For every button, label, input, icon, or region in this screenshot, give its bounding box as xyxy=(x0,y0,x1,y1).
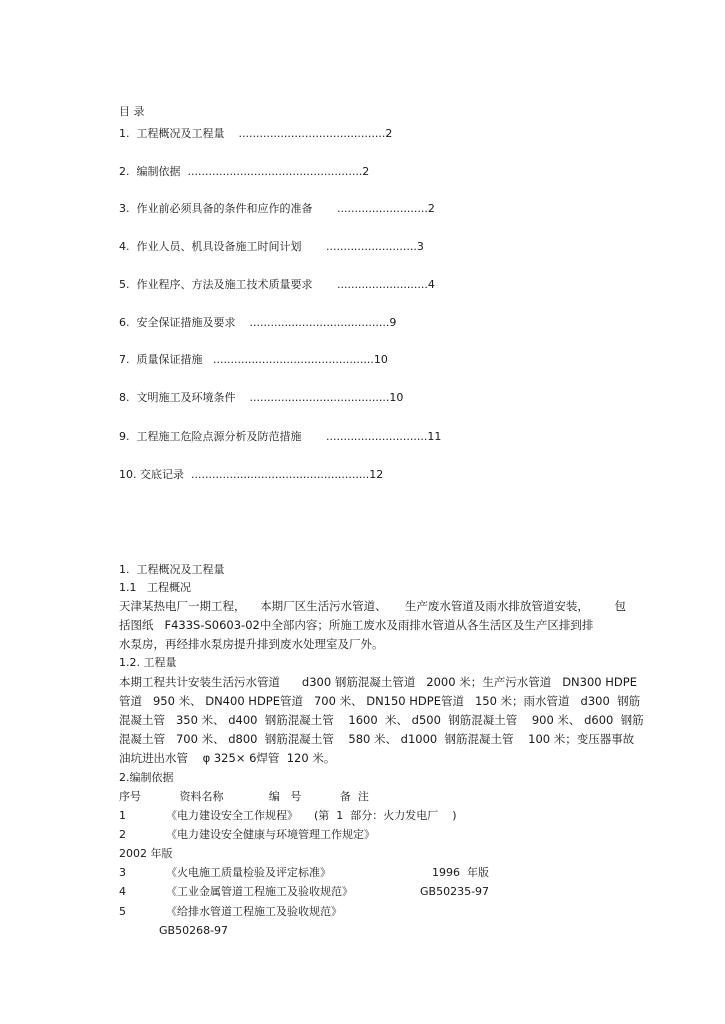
reference-row-no: 2 xyxy=(119,828,126,841)
reference-row-continuation: 2002 年版 xyxy=(119,847,173,860)
toc-title: 目 录 xyxy=(119,105,145,118)
paragraph-line: 混凝土管 700 米、 d800 钢筋混凝土管 580 米、 d1000 钢筋混凝土管 100 米；变压器事故 xyxy=(119,732,635,746)
reference-row-no: 5 xyxy=(119,905,126,918)
reference-table-header: 序号 资料名称 编 号 备 注 xyxy=(119,790,369,803)
toc-item-3: 3. 作业前必须具备的条件和应作的准备 ..........................2 xyxy=(119,202,435,215)
reference-row-name: 《电力建设安全工作规程》 xyxy=(166,809,298,822)
toc-item-2: 2. 编制依据 ..................................................2 xyxy=(119,165,370,178)
reference-row-no: 3 xyxy=(119,866,126,879)
paragraph-line: 括图纸 F433S-S0603-02中全部内容；所施工废水及雨排水管道从各生活区及生产区排到排 xyxy=(119,618,594,632)
toc-item-6: 6. 安全保证措施及要求 ........................................9 xyxy=(119,316,397,329)
paragraph-line: 水泵房，再经排水泵房提升排到废水处理室及厂外。 xyxy=(119,637,384,651)
section-2-heading: 2.编制依据 xyxy=(119,771,174,784)
reference-row-continuation: GB50268-97 xyxy=(159,924,229,937)
toc-item-9: 9. 工程施工危险点源分析及防范措施 .............................11 xyxy=(119,430,442,443)
toc-item-10: 10. 交底记录 ...................................................12 xyxy=(119,468,384,481)
reference-row-name: 《工业金属管道工程施工及验收规范》 xyxy=(166,885,353,898)
toc-item-8: 8. 文明施工及环境条件 ........................................10 xyxy=(119,391,404,404)
section-1-heading: 1. 工程概况及工程量 xyxy=(119,563,225,576)
section-1-2-heading: 1.2. 工程量 xyxy=(119,656,177,669)
paragraph-line: 混凝土管 350 米、 d400 钢筋混凝土管 1600 米、 d500 钢筋混凝土管 900 米、 d600 钢筋 xyxy=(119,713,644,727)
reference-row-name: 《火电施工质量检验及评定标准》 xyxy=(166,866,331,879)
toc-item-7: 7. 质量保证措施 ..............................................10 xyxy=(119,353,388,366)
section-1-1-heading: 1.1 工程概况 xyxy=(119,581,191,594)
paragraph-line: 油坑进出水管 φ 325× 6焊管 120 米。 xyxy=(119,751,336,765)
reference-row-extra: (第 1 部分：火力发电厂 ) xyxy=(314,809,457,822)
toc-item-5: 5. 作业程序、方法及施工技术质量要求 ..........................4 xyxy=(119,278,435,291)
reference-row-name: 《给排水管道工程施工及验收规范》 xyxy=(166,905,342,918)
toc-item-4: 4. 作业人员、机具设备施工时间计划 ..........................3 xyxy=(119,240,424,253)
reference-row-no: 1 xyxy=(119,809,126,822)
toc-item-1: 1. 工程概况及工程量 ..........................................2 xyxy=(119,127,393,140)
paragraph-line: 本期工程共计安装生活污水管道 d300 钢筋混凝土管道 2000 米；生产污水管道 DN300 HDPE xyxy=(119,675,637,689)
paragraph-line: 管道 950 米、 DN400 HDPE管道 700 米、 DN150 HDPE管道 150 米；雨水管道 d300 钢筋 xyxy=(119,694,641,708)
reference-row-no: 4 xyxy=(119,885,126,898)
reference-row-extra: 1996 年版 xyxy=(432,866,489,879)
paragraph-line: 天津某热电厂一期工程， 本期厂区生活污水管道、 生产废水管道及雨水排放管道安装， 包 xyxy=(119,599,626,613)
reference-row-name: 《电力建设安全健康与环境管理工作规定》 xyxy=(166,828,375,841)
reference-row-extra: GB50235-97 xyxy=(420,885,490,898)
